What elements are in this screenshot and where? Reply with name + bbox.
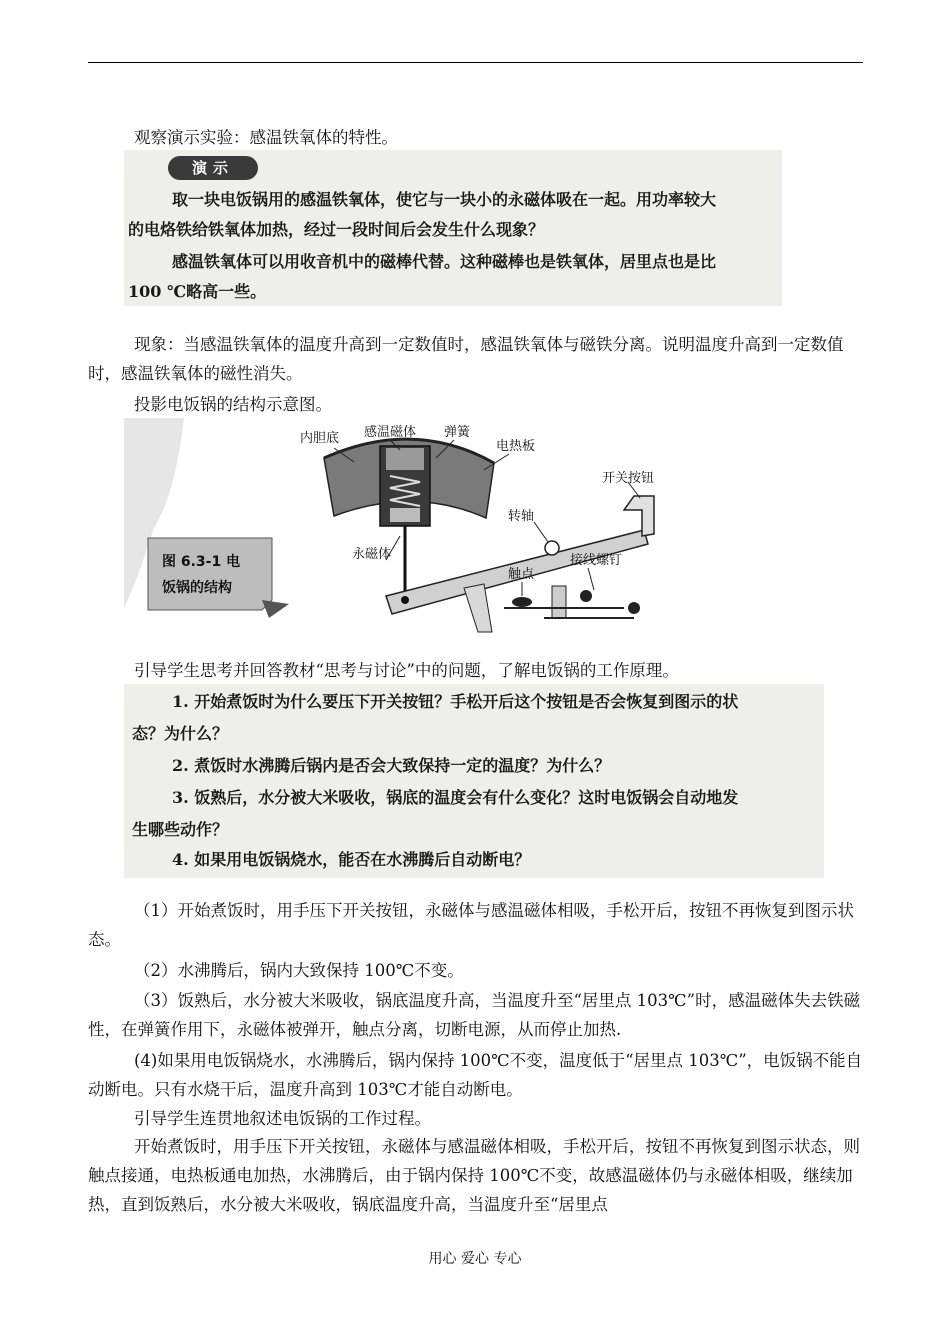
answer-4: (4)如果用电饭锅烧水，水沸腾后，锅内保持 100℃不变，温度低于“居里点 103℃”，电饭锅不能自动断电。只有水烧干后，温度升高到 103℃才能自动断电。 xyxy=(88,1051,863,1099)
process-text: 开始煮饭时，用手压下开关按钮，永磁体与感温磁体相吸，手松开后，按钮不再恢复到图示状态，则触点接通，电热板通电加热，水沸腾后，由于锅内保持 100℃不变，故感温磁体仍与永磁体相吸，继续加热，直到饭熟后，水分被大米吸收，锅底温度升高，当温度升至“居里点 xyxy=(88,1137,860,1214)
label-terminal-screw: 接线螺钉 xyxy=(570,553,623,568)
questions-box xyxy=(124,684,824,878)
rice-cooker-diagram xyxy=(124,418,690,634)
phenomenon-text: 现象：当感温铁氧体的温度升高到一定数值时，感温铁氧体与磁铁分离。说明温度升高到一定数值时，感温铁氧体的磁性消失。 xyxy=(88,335,844,383)
guide-text: 引导学生思考并回答教材“思考与讨论”中的问题，了解电饭锅的工作原理。 xyxy=(134,661,679,680)
projection-text: 投影电饭锅的结构示意图。 xyxy=(134,395,332,414)
question-line-6: 4. 如果用电饭锅烧水，能否在水沸腾后自动断电？ xyxy=(172,850,531,869)
label-permanent-magnet: 永磁体 xyxy=(352,547,392,562)
terminal-screw-2 xyxy=(628,602,640,614)
demo-line-4: 100 ℃略高一些。 xyxy=(128,282,267,301)
caption-line-2: 饭锅的结构 xyxy=(162,580,232,596)
terminal-screw-1 xyxy=(580,590,592,602)
guide2-text: 引导学生连贯地叙述电饭锅的工作过程。 xyxy=(134,1109,431,1128)
contact-point xyxy=(512,597,532,607)
label-heating-plate: 电热板 xyxy=(496,439,536,454)
label-spring: 弹簧 xyxy=(444,425,471,440)
question-line-4: 3. 饭熟后，水分被大米吸收，锅底的温度会有什么变化？这时电饭锅会自动地发 xyxy=(172,788,739,807)
label-contact: 触点 xyxy=(508,567,535,582)
demo-box xyxy=(124,150,782,306)
answer-1: （1）开始煮饭时，用手压下开关按钮，永磁体与感温磁体相吸，手松开后，按钮不再恢复到图示状态。 xyxy=(88,901,854,949)
lever-pin xyxy=(401,596,409,604)
figure-caption xyxy=(148,538,289,618)
thermo-magnet xyxy=(386,448,424,470)
label-thermo-magnet: 感温磁体 xyxy=(364,425,417,440)
intro-text: 观察演示实验：感温铁氧体的特性。 xyxy=(134,128,398,147)
header-rule xyxy=(88,62,863,63)
permanent-magnet xyxy=(390,508,420,522)
question-line-5: 生哪些动作？ xyxy=(132,820,229,839)
shaft-pivot xyxy=(545,541,559,555)
demo-line-1: 取一块电饭锅用的感温铁氧体，使它与一块小的永磁体吸在一起。用功率较大 xyxy=(172,190,717,209)
label-inner-bottom: 内胆底 xyxy=(300,431,340,446)
label-switch-button: 开关按钮 xyxy=(602,471,655,486)
question-line-3: 2. 煮饭时水沸腾后锅内是否会大致保持一定的温度？为什么？ xyxy=(172,756,611,775)
caption-line-1: 图 6.3-1 电 xyxy=(162,554,241,570)
contact-block xyxy=(552,586,566,618)
demo-tag: 演示 xyxy=(168,156,258,180)
demo-line-3: 感温铁氧体可以用收音机中的磁棒代替。这种磁棒也是铁氧体，居里点也是比 xyxy=(172,252,717,271)
page-footer: 用心 爱心 专心 xyxy=(428,1251,522,1267)
question-line-2: 态？为什么？ xyxy=(132,724,229,743)
question-line-1: 1. 开始煮饭时为什么要压下开关按钮？手松开后这个按钮是否会恢复到图示的状 xyxy=(172,692,739,711)
answer-3: （3）饭熟后，水分被大米吸收，锅底温度升高，当温度升至“居里点 103℃”时，感温磁体失去铁磁性，在弹簧作用下，永磁体被弹开，触点分离，切断电源，从而停止加热. xyxy=(88,991,861,1039)
label-shaft: 转轴 xyxy=(508,509,535,524)
answer-2: （2）水沸腾后，锅内大致保持 100℃不变。 xyxy=(134,961,464,980)
demo-line-2: 的电烙铁给铁氧体加热，经过一段时间后会发生什么现象？ xyxy=(128,220,545,239)
